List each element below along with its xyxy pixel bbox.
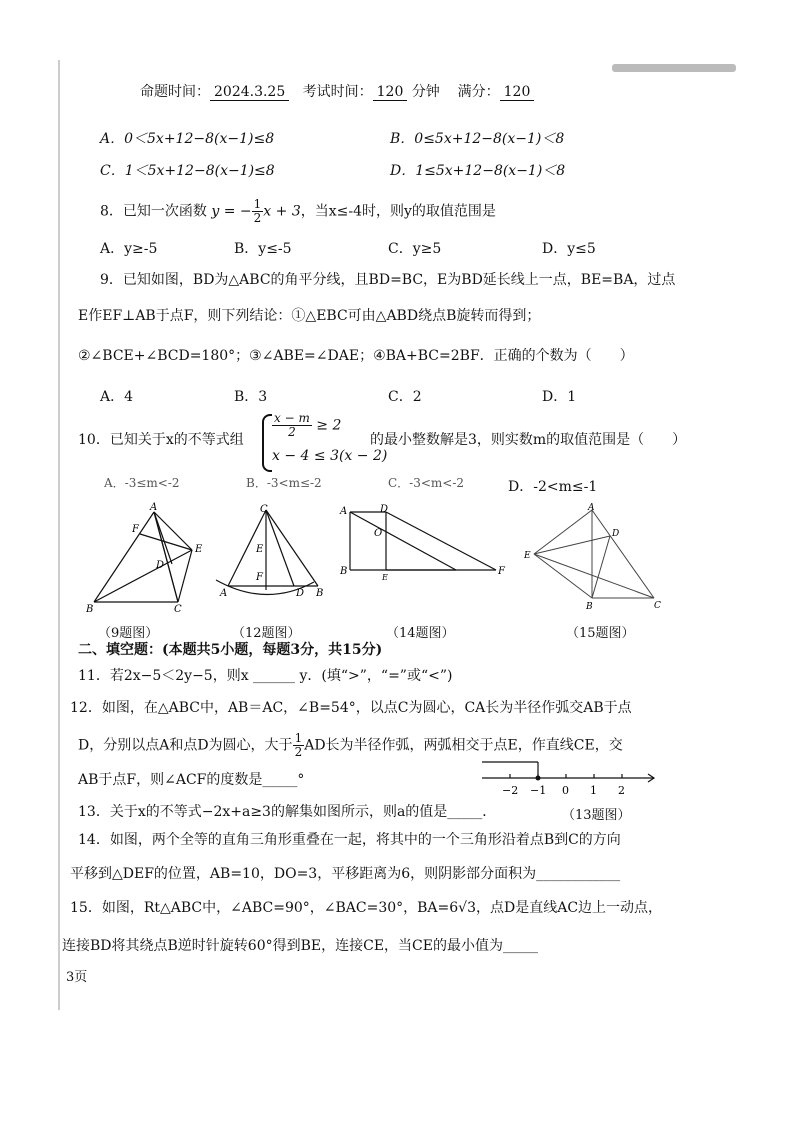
f9-label-c: C: [174, 604, 182, 615]
page-number: 3页: [66, 970, 88, 985]
q9-option-a: A．4: [100, 389, 134, 405]
f14-label-o: O: [374, 528, 383, 539]
caption-fig-15: （15题图）: [566, 626, 635, 641]
f9-label-a: A: [150, 502, 158, 513]
q14-line2: 平移到△DEF的位置，AB=10，DO=3，平移距离为6，则阴影部分面积为____________: [70, 866, 621, 882]
q8-option-a: A．y≥-5: [100, 241, 158, 257]
top-right-bar: [612, 64, 736, 72]
q12-fraction: $\frac{1}{2}$: [294, 731, 303, 759]
f12-label-e: E: [256, 544, 264, 555]
q15-line1: 15．如图，Rt△ABC中，∠ABC=90°，∠BAC=30°，BA=6√3，点D是直线AC边上一动点，: [70, 900, 663, 916]
q12-line3: AB于点F，则∠ACF的度数是_____°: [78, 772, 305, 788]
q9-line3: ②∠BCE+∠BCD=180°；③∠ABE=∠DAE；④BA+BC=2BF．正确的个数为（ ）: [78, 348, 634, 364]
q7-option-b: B．0≤5x+12−8(x−1)＜8: [390, 131, 565, 147]
q9-option-b: B．3: [234, 389, 268, 405]
f15-label-e: E: [524, 551, 531, 561]
axis-tick-1: 1: [590, 784, 597, 797]
q10-post: 的最小整数解是3，则实数m的取值范围是（ ）: [370, 432, 687, 448]
exam-header: 命题时间： 2024.3.25 考试时间： 120 分钟 满分： 120: [140, 82, 534, 102]
q10-ineq1: $\frac{x - m}{2}$ ≥ 2: [274, 411, 342, 439]
f14-label-f: F: [498, 566, 505, 577]
exam-duration: 120: [373, 84, 408, 101]
exam-date: 2024.3.25: [210, 84, 289, 101]
figure-14: [336, 500, 516, 585]
f14-label-a: A: [340, 506, 348, 517]
number-line-figure: [478, 756, 663, 798]
axis-tick-neg2: −2: [502, 784, 519, 797]
q14-line1: 14．如图，两个全等的直角三角形重叠在一起，将其中的一个三角形沿着点B到C的方向: [78, 832, 621, 848]
f12-label-b: B: [316, 588, 324, 599]
f12-label-d: D: [296, 588, 305, 599]
q10-option-d: D．-2<m≤-1: [508, 479, 598, 495]
full-score: 120: [500, 84, 535, 101]
f9-label-b: B: [86, 604, 94, 615]
f15-label-a: A: [588, 503, 595, 513]
q10-system-brace: [262, 414, 272, 472]
number-line-solid-dot: [536, 776, 541, 781]
f15-label-b: B: [586, 602, 593, 612]
f14-label-b: B: [340, 566, 348, 577]
axis-tick-0: 0: [562, 784, 569, 797]
q13: 13．关于x的不等式−2x+a≥3的解集如图所示，则a的值是_____．: [78, 804, 497, 820]
figure-12: [210, 498, 335, 613]
caption-fig-14: （14题图）: [386, 626, 455, 641]
q12-line1: 12．如图，在△ABC中，AB＝AC，∠B=54°，以点C为圆心，CA长为半径作弧交AB于点: [70, 700, 632, 716]
f12-label-a: A: [220, 588, 228, 599]
q9-option-d: D．1: [542, 389, 577, 405]
q15-line2: 连接BD将其绕点B逆时针旋转60°得到BE，连接CE，当CE的最小值为_____: [62, 938, 538, 954]
axis-tick-neg1: −1: [530, 784, 547, 797]
section-2-heading: 二、填空题：(本题共5小题，每题3分，共15分): [78, 642, 383, 658]
q8-stem: 8．已知一次函数 y = − $\frac{1}{2}$ x + 3，当x≤-4时，则y的取值范围是: [100, 197, 496, 225]
q9-line1: 9．已知如图，BD为△ABC的角平分线，且BD=BC，E为BD延长线上一点，BE=BA，过点: [100, 272, 676, 288]
f9-label-f: F: [132, 524, 139, 535]
q8-fraction: $\frac{1}{2}$: [253, 197, 262, 225]
q10-option-a: A．-3≤m<-2: [104, 476, 180, 490]
f14-label-e: E: [382, 573, 388, 582]
axis-tick-2: 2: [618, 784, 625, 797]
f12-label-c: C: [260, 504, 268, 515]
q8-option-b: B．y≤-5: [234, 241, 292, 257]
q12-line2: D，分别以点A和点D为圆心，大于 $\frac{1}{2}$ AD长为半径作弧，两弧相交于点E，作直线CE，交: [78, 731, 623, 759]
f15-label-d: D: [612, 529, 620, 539]
caption-fig-9: （9题图）: [98, 626, 159, 641]
caption-fig-12: （12题图）: [232, 626, 301, 641]
q10-option-b: B．-3<m≤-2: [246, 476, 322, 490]
q7-option-c: C．1＜5x+12−8(x−1)≤8: [100, 163, 275, 179]
q7-option-a: A．0＜5x+12−8(x−1)≤8: [100, 131, 275, 147]
f12-label-f: F: [256, 572, 263, 583]
q8-option-d: D．y≤5: [542, 241, 596, 257]
q10-pre: 10．已知关于x的不等式组: [78, 432, 244, 448]
f15-label-c: C: [654, 601, 661, 611]
q9-option-c: C．2: [388, 389, 422, 405]
f9-label-d: D: [156, 560, 165, 571]
q8-option-c: C．y≥5: [388, 241, 442, 257]
left-border-line: [58, 60, 60, 1010]
q11: 11．若2x−5＜2y−5，则x ______ y．(填“>”，“=”或“<”): [78, 668, 453, 684]
q10-ineq2: x − 4 ≤ 3(x − 2): [272, 448, 388, 464]
q7-option-d: D．1≤5x+12−8(x−1)＜8: [390, 163, 566, 179]
f9-label-e: E: [195, 544, 203, 555]
caption-fig-13: （13题图）: [562, 808, 631, 823]
q10-option-c: C．-3<m<-2: [388, 476, 465, 490]
figure-15: [520, 500, 670, 615]
f14-label-d: D: [380, 504, 389, 515]
figure-9: [82, 500, 217, 615]
q9-line2: E作EF⊥AB于点F，则下列结论：①△EBC可由△ABD绕点B旋转而得到；: [78, 308, 541, 324]
